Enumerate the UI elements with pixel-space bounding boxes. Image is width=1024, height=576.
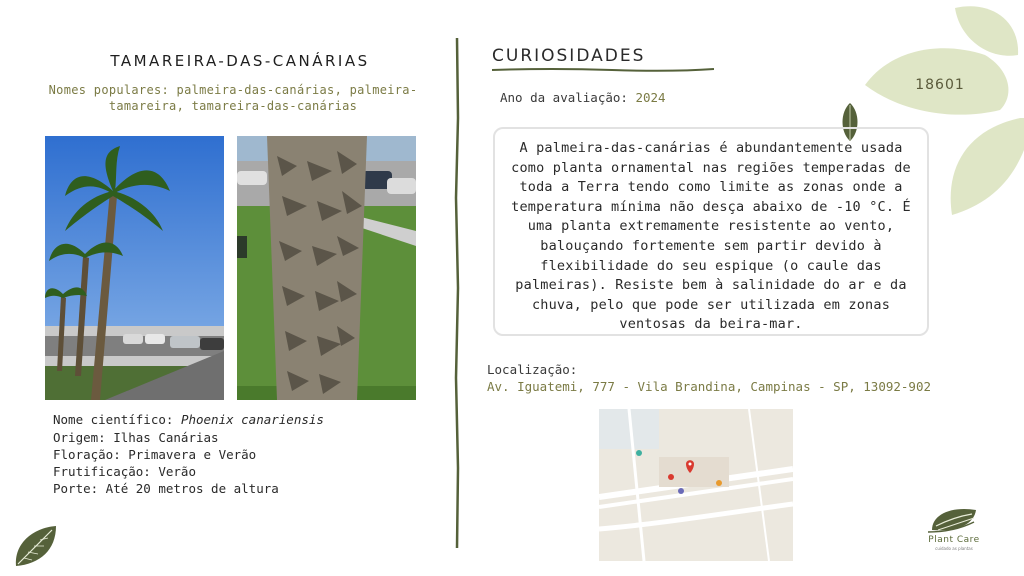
evaluation-year: [500, 90, 666, 105]
curiosities-title: CURIOSIDADES: [492, 46, 646, 66]
plant-facts: [53, 411, 324, 497]
record-code: 18601: [915, 77, 965, 93]
curiosities-text: A palmeira-das-canárias é abundantemente usada como planta ornamental nas regiões temperadas de toda a Terra tendo como limite as zonas onde a temperatura mínima não desça abaixo de -10 °C. É uma planta extremamente resistente ao vento, balouçando fortemente sem partir devido à flexibilidade do seu espique (o caule das palmeiras). Resiste bem à salinidade do ar e da chuva, pelo que pode ser utilizada em zonas ventosas da beira-mar.: [493, 127, 929, 336]
plant-title: TAMAREIRA-DAS-CANÁRIAS: [110, 52, 370, 70]
flowering: Floração: Primavera e Verão: [53, 447, 257, 462]
scientific-name-label: Nome científico:: [53, 412, 181, 427]
year-label: Ano da avaliação:: [500, 90, 636, 105]
brand-tagline: cuidado as plantas: [935, 546, 973, 551]
popular-names: Nomes populares: palmeira-das-canárias, palmeira-tamareira, tamareira-das-canárias: [48, 83, 418, 113]
fruiting: Frutificação: Verão: [53, 464, 196, 479]
palm-trunk-photo: [237, 136, 416, 400]
scientific-name-line: [53, 411, 324, 428]
vertical-divider: [452, 38, 462, 548]
location-address: Av. Iguatemi, 777 - Vila Brandina, Campinas - SP, 13092-902: [487, 379, 932, 394]
palm-trees-photo: [45, 136, 224, 400]
title-underline: [492, 67, 714, 73]
location-map[interactable]: [599, 409, 793, 561]
location-label: Localização:: [487, 362, 578, 377]
scientific-name: Phoenix canariensis: [180, 412, 324, 427]
origin: Origem: Ilhas Canárias: [53, 430, 219, 445]
year-value: 2024: [635, 90, 666, 105]
brand-name: Plant Care: [928, 535, 980, 545]
leaf-icon: [12, 524, 60, 568]
size: Porte: Até 20 metros de altura: [53, 481, 279, 496]
